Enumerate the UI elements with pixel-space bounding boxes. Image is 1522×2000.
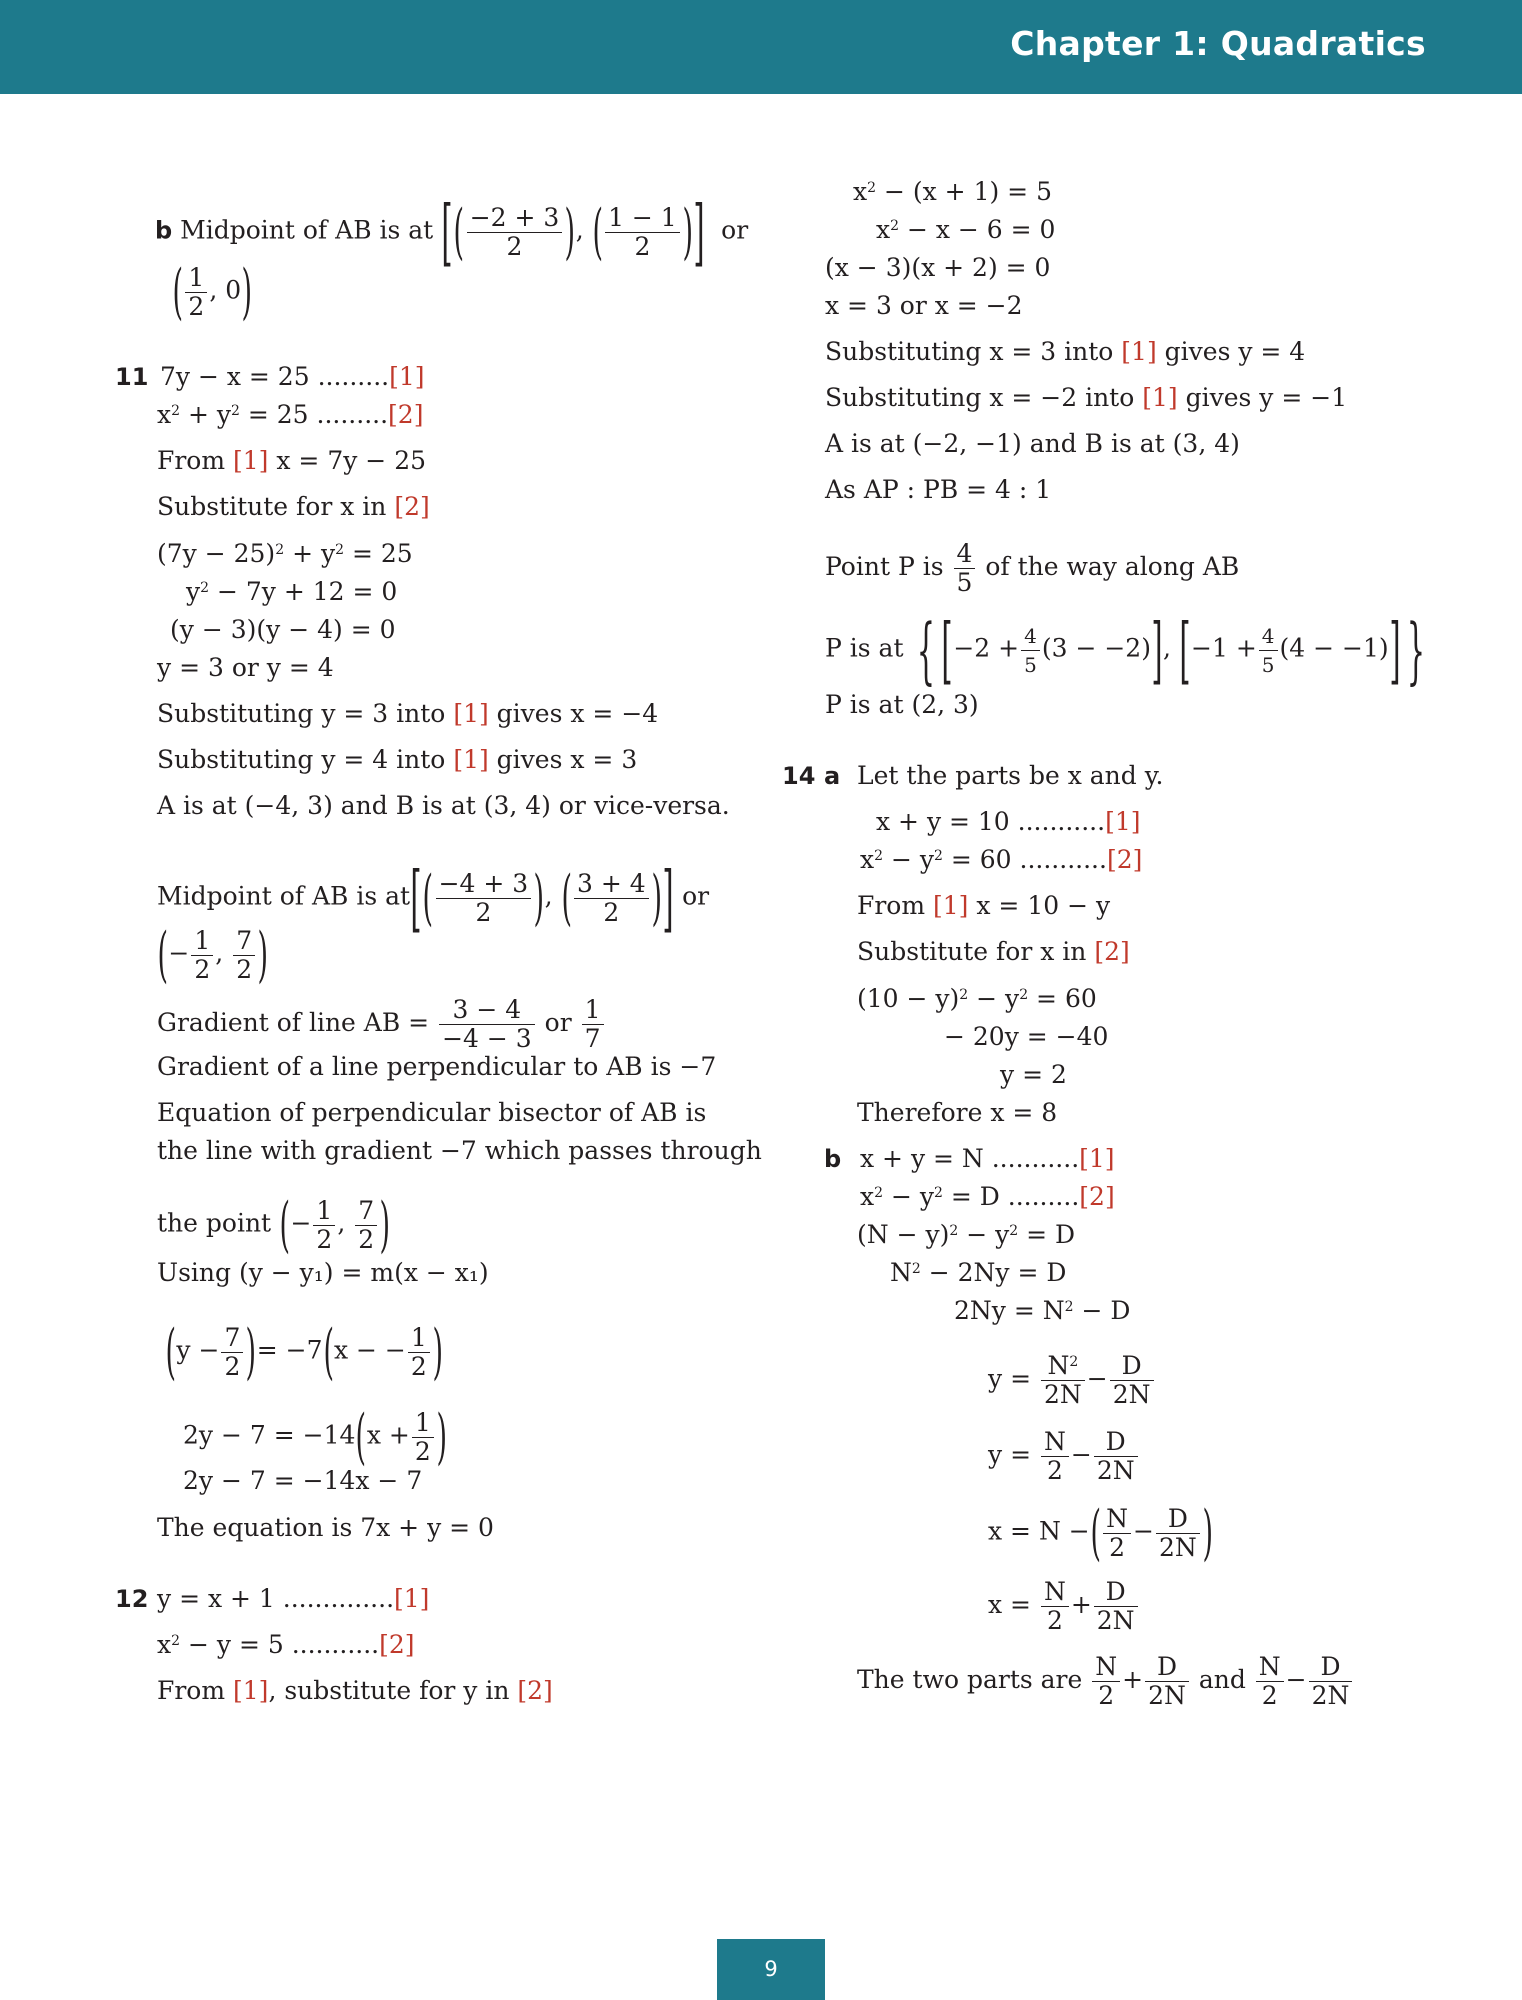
q12-p-coordinates: P is at {[−2 + $\frac{4}{5}$ (3 − −2)], [−1 + $\frac{4}{5}$ (4 − −1)]} [825, 608, 1425, 692]
q14b-y-2: y = $\frac{N}{2}$ − $\frac{D}{2N}$ [988, 1428, 1140, 1485]
question-11-number: 11 [115, 363, 149, 391]
q14-part-b-label: b [824, 1145, 842, 1173]
q14b-y-1: y = $\frac{N^2}{2N}$ − $\frac{D}{2N}$ [988, 1352, 1156, 1409]
q11-equation-line1: Equation of perpendicular bisector of AB is [157, 1098, 707, 1127]
q12-point-p: Point P is $\frac{4}{5}$ of the way along AB [825, 539, 1240, 597]
q14a-work-1: $(10 - y)^2 - y^2 = 60$ [857, 984, 1097, 1013]
q12-work-3: (x − 3)(x + 2) = 0 [825, 253, 1051, 282]
q11-working-c: 2y − 7 = −14x − 7 [183, 1466, 423, 1495]
q11-substitute: Substitute for x in [2] [157, 492, 430, 521]
q12-p-result: P is at (2, 3) [825, 690, 979, 719]
q11-eq1: 7y − x = 25 .........[1] [160, 362, 425, 391]
q12-points: A is at (−2, −1) and B is at (3, 4) [825, 429, 1240, 458]
q14a-eq1: x + y = 10 ...........[1] [876, 807, 1141, 836]
q11-working-a: (y − $\frac{7}{2}$ )= −7(x − − $\frac{1}{2}$ ) [165, 1317, 443, 1387]
question-12-number: 12 [115, 1585, 149, 1613]
q11-work-2: $y^2 - 7y + 12 = 0$ [186, 577, 398, 606]
q11-midpoint: Midpoint of AB is at[( $\frac{-4 + 3}{2}$ ), ( $\frac{3 + 4}{2}$ )] or [157, 856, 710, 940]
q11-the-point: the point (− $\frac{1}{2}$ , $\frac{7}{2}$ ) [157, 1190, 391, 1260]
q11-points: A is at (−4, 3) and B is at (3, 4) or vice-versa. [157, 791, 730, 820]
page-number-box [717, 1939, 825, 2000]
q12-eq2: $x^2 - y = 5$ ...........[2] [157, 1630, 415, 1659]
q14-part-a-label: a [824, 762, 841, 790]
q12-from: From [1], substitute for y in [2] [157, 1676, 553, 1705]
q14a-work-3: y = 2 [1000, 1060, 1067, 1089]
chapter-title: Chapter 1: Quadratics [1010, 24, 1426, 63]
q14b-x-1: x = N −( $\frac{N}{2}$ − $\frac{D}{2N}$ ) [988, 1498, 1213, 1568]
q10b-midpoint: b Midpoint of AB is at [( $\frac{-2 + 3}{2}$ ), ( $\frac{1 - 1}{2}$ )] or [155, 190, 749, 274]
q14a-eq2: $x^2 - y^2 = 60$ ...........[2] [860, 845, 1143, 874]
q12-work-4: x = 3 or x = −2 [825, 291, 1023, 320]
q11-midpoint-result: (− $\frac{1}{2}$ , $\frac{7}{2}$ ) [157, 920, 269, 990]
q12-work-2: $x^2 - x - 6 = 0$ [876, 215, 1056, 244]
q12-eq1: y = x + 1 ..............[1] [157, 1584, 430, 1613]
q11-equation-line2: the line with gradient −7 which passes through [157, 1136, 762, 1165]
q14a-let: Let the parts be x and y. [857, 761, 1164, 790]
question-14-number: 14 [782, 762, 816, 790]
page-number: 9 [764, 1957, 778, 1981]
q11-eq2: $x^2 + y^2 = 25$ .........[2] [157, 400, 424, 429]
q14b-work-1: $(N - y)^2 - y^2 = D$ [857, 1220, 1076, 1249]
q14b-x-2: x = $\frac{N}{2}$ + $\frac{D}{2N}$ [988, 1578, 1140, 1635]
q14b-final: The two parts are $\frac{N}{2}$ + $\frac{D}{2N}$ and $\frac{N}{2}$ − $\frac{D}{2N}$ [857, 1653, 1354, 1710]
q14a-work-2: − 20y = −40 [944, 1022, 1109, 1051]
q11-work-4: y = 3 or y = 4 [157, 653, 334, 682]
q12-work-1: $x^2 - (x + 1) = 5$ [853, 177, 1052, 206]
q12-subst-2: Substituting x = −2 into [1] gives y = −1 [825, 383, 1348, 412]
q12-subst-1: Substituting x = 3 into [1] gives y = 4 [825, 337, 1306, 366]
q11-perpendicular: Gradient of a line perpendicular to AB is −7 [157, 1052, 717, 1081]
q11-gradient: Gradient of line AB = $\frac{3 - 4}{-4 - 3}$ or $\frac{1}{7}$ [157, 996, 606, 1053]
chapter-header-bar [0, 0, 1522, 94]
q12-ratio: As AP : PB = 4 : 1 [825, 475, 1052, 504]
q14b-work-2: $N^2 - 2Ny = D$ [890, 1258, 1067, 1287]
q11-subst-1: Substituting y = 3 into [1] gives x = −4 [157, 699, 659, 728]
q11-final: The equation is 7x + y = 0 [157, 1513, 494, 1542]
q11-from: From [1] x = 7y − 25 [157, 446, 427, 475]
q14b-work-3: $2Ny = N^2 - D$ [954, 1296, 1131, 1325]
q14b-eq1: x + y = N ...........[1] [860, 1144, 1115, 1173]
q14b-eq2: $x^2 - y^2 = D$ .........[2] [860, 1182, 1115, 1211]
q14a-from: From [1] x = 10 − y [857, 891, 1111, 920]
q14a-therefore: Therefore x = 8 [857, 1098, 1058, 1127]
q14a-substitute: Substitute for x in [2] [857, 937, 1130, 966]
q11-subst-2: Substituting y = 4 into [1] gives x = 3 [157, 745, 638, 774]
q11-work-3: (y − 3)(y − 4) = 0 [170, 615, 396, 644]
q11-using: Using (y − y₁) = m(x − x₁) [157, 1258, 489, 1287]
q11-working-b: 2y − 7 = −14(x + $\frac{1}{2}$ ) [183, 1402, 447, 1472]
q11-work-1: $(7y - 25)^2 + y^2 = 25$ [157, 539, 413, 568]
q10b-midpoint-result: ( $\frac{1}{2}$ , 0) [172, 257, 253, 327]
